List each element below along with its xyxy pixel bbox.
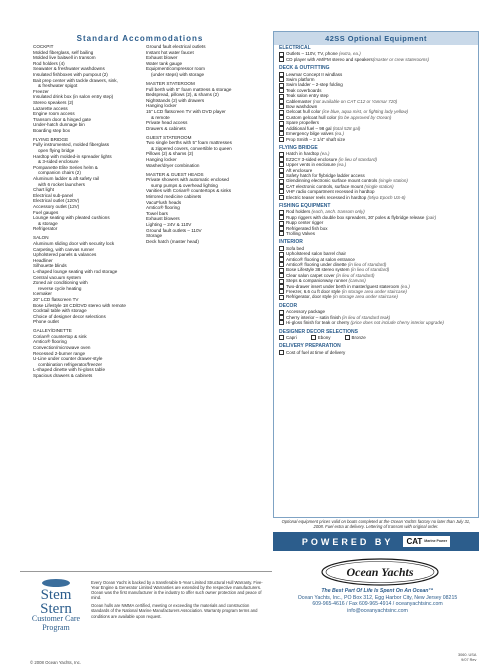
checkbox-icon[interactable] [279,210,284,215]
standard-item: Central vacuum system [33,274,81,280]
cat-brand: CAT [406,537,423,546]
standard-item: Spacious drawers & cabinets [33,373,93,379]
optional-footnote: Optional equipment prices valid on boats completed at the Ocean Yachts factory no later than July 31, 2008. Fuel extra at delivery. Lettering of transom with original order. [281,519,471,529]
option-item-label: Upper vents in enclosure [286,162,338,168]
divider [20,571,272,572]
logo-text: Ocean Yachts [346,565,414,579]
copyright: © 2008 Ocean Yachts, Inc. [30,660,82,665]
cat-logo [403,536,450,547]
option-item-label: Electric teaser reels recessed in hardtop [286,194,368,200]
option-item-note: (total 528 gal) [332,125,361,131]
standard-group [33,235,145,325]
option-item-note: (to be approved by Ocean) [337,114,392,120]
standard-group-heading: MASTER STATEROOM [146,80,195,86]
standard-item: Zoned air conditioning with [33,280,88,286]
checkbox-icon[interactable] [279,320,284,325]
option-item-note: (in lieu of standard) [338,156,377,162]
option-item-note: (extra, ea.) [339,51,361,57]
standard-group [33,328,145,378]
standard-item: Full berth with 5" foam mattress & storage [146,86,232,92]
standard-item: Vanities with Corian® countertops & sinks [146,188,232,194]
standard-item: Pompanette Elite Series helm & [33,164,98,170]
checkbox-icon[interactable] [279,179,284,184]
designer-option [345,335,366,340]
standard-item: Amtico® flooring [146,205,180,211]
standard-item: Boarding step box [33,127,71,133]
standard-column-2 [146,44,258,248]
standard-item: Bose Lifestyle 18 CD/DVD stereo with remote [33,302,126,308]
option-item-label: Custom gelcoat hull color [286,114,338,120]
standard-item: Amtico® flooring [33,339,67,345]
option-item-label: Aft enclosure [286,167,313,173]
option-item-note: (in lieu of standard) [336,272,375,278]
designer-option-label: Capri [286,334,297,340]
standard-item: Chart light [33,187,54,193]
checkbox-icon[interactable] [279,195,284,200]
option-item-label: Amtico® flooring at salon entrance [286,256,355,262]
standard-item: combination refrigerator/freezer [38,361,103,367]
checkbox-icon[interactable] [279,137,284,142]
checkbox-icon[interactable] [279,350,284,355]
option-item [279,137,475,142]
standard-item: Aluminum sliding door with security lock [33,240,115,246]
ocean-yachts-logo [320,558,440,586]
standard-item: U-Line under counter drawer-style [33,356,103,362]
option-item-note: (master or crew staterooms) [372,56,430,62]
option-section-heading: ELECTRICAL [279,45,311,51]
standard-item: Exhaust blowers [146,216,180,222]
standard-item: Seawater & freshwater washdowns [33,66,105,72]
option-item-label: Additional fuel – 98 gal [286,125,333,131]
standard-group-heading: MASTER & GUEST HEADS [146,171,204,177]
standard-group-heading: COCKPIT [33,44,54,49]
brand-address: Ocean Yachts, Inc., PO Box 312, Egg Harbor City, New Jersey 08215 [297,594,458,601]
standard-item: Lazarette access [33,105,68,111]
option-item-note: (in lieu of standard) [350,267,390,273]
standard-item: Molded live baitwell in transom [33,55,96,61]
option-item-label: Hi-gloss finish for teak or cherry [286,320,351,326]
standard-item: & zippered covers, convertible to queen [151,145,232,151]
standard-item: Drawers & cabinets [146,125,186,131]
option-item-label: Trolling Valves [286,231,316,236]
option-item-note: (price does not include cherry interior upgrade) [350,320,444,326]
option-item-label: Steps & companionway runner [286,278,349,284]
option-item-label: CAT electronic controls, surface mount [286,183,365,189]
option-item-note: (ice blue, aqua mist, or fighting lady yellow) [322,109,409,115]
option-item-note: (ea.) [337,162,347,168]
standard-item: Choice of designer decor selections [33,313,106,319]
standard-item: Phone outlet [33,319,59,325]
delivery-heading: DELIVERY PREPARATION [279,343,341,350]
standard-item: Water tank gauge [146,60,183,66]
option-item-label: Freezer, 6.6 cu ft door style [286,289,342,295]
standard-item: Electrical outlet (120V) [33,198,80,204]
brand-contact [285,588,470,614]
designer-option [311,335,331,340]
stem-logo-mid: Stern [40,601,72,617]
standard-item: L-shaped lounge seating with rod storage [33,268,118,274]
standard-item: Rod holders (4) [33,60,65,66]
checkbox-icon[interactable] [279,231,284,236]
standard-item: Transom door & hinged gate [33,116,92,122]
standard-item: Towel bars [146,210,168,216]
powered-by-label: POWERED BY [301,536,394,547]
standard-item: Fully instrumented, molded fiberglass [33,142,110,148]
designer-option [279,335,297,340]
option-item-note: (single station) [364,183,394,189]
option-item-note: (Miya Epoch US-6) [367,194,406,200]
standard-column-1 [33,44,145,382]
optional-equipment-title: 42SS Optional Equipment [274,32,478,45]
standard-item: Bait prep center with tackle drawers, sink, [33,77,118,83]
option-section-heading: DECK & OUTFITTING [279,65,330,72]
checkbox-icon[interactable] [279,221,284,226]
checkbox-icon[interactable] [279,52,284,57]
option-item-label: Gelcoat hull color [286,109,323,115]
optional-equipment-list [279,46,475,355]
standard-item: Exhaust blower [146,55,178,61]
checkbox-icon[interactable] [311,335,316,340]
standard-item: Recessed 2-burner range [33,350,86,356]
standard-item: with 6 rocket launchers [38,181,85,187]
checkbox-icon[interactable] [279,57,284,62]
standard-item: Hardtop with molded-in spreader lights [33,153,112,159]
powered-by-banner [273,532,479,551]
option-section-heading: FISHING EQUIPMENT [279,202,331,209]
option-item-note: (not available on CAT C12 or Yanmar 720) [312,98,398,104]
checkbox-icon[interactable] [279,310,284,315]
standard-item: Pillows (2) & shams (2) [146,151,194,157]
option-item [279,294,475,299]
standard-item: Refrigerator [33,226,58,232]
checkbox-icon[interactable] [279,295,284,300]
option-item-label: Sofa bed [286,245,305,251]
cat-sub: Marine Power [424,538,448,543]
document-id [458,653,476,663]
option-item-label: Swim platform [286,77,315,83]
standard-group-heading: FLYING BRIDGE [33,136,69,142]
designer-option-label: Ebony [317,334,331,340]
standard-item: Lighting – 24V & 110V [146,221,192,227]
standard-item: Equipment/compressor room [146,66,205,72]
standard-item: Upholstered panels & valances [33,252,97,258]
standard-item: Hanging locker [146,103,177,109]
option-item-label: Rupp center rigger [286,220,324,226]
standard-item: Ground fault electrical outlets [146,44,206,49]
optional-equipment-box [273,31,479,518]
checkbox-icon[interactable] [345,335,350,340]
standard-group [146,44,258,78]
option-item-label: VHF radio compartment recessed in hardtop [286,189,375,195]
checkbox-icon[interactable] [279,189,284,194]
option-item-label: Clear salon carpet cover [286,272,337,278]
brand-email: info@oceanyachtsinc.com [347,607,408,614]
standard-item: Private head access [146,120,188,126]
option-item-label: Hatch in hardtop [286,151,321,157]
option-item-label: Teak salon entry step [286,93,329,99]
option-item-label: Teak coverboards [286,87,322,93]
standard-item: 15" LCD flatscreen TV with DVD player [146,108,226,114]
standard-item: sump pumps & overhead lighting [151,182,218,188]
option-section-heading: INTERIOR [279,239,303,246]
standard-group-heading: GALLEY/DINETTE [33,328,72,334]
option-item-note: (in lieu of standard teak) [342,314,391,320]
option-item-label: Bose Lifestyle 38 stereo system [286,267,351,273]
option-item-label: Outlets – 110V, TV, phone [286,51,340,57]
standard-item: companion chairs (2) [38,170,81,176]
brand-phones: 609-965-4616 / Fax 609-965-4914 / oceanyachtsinc.com [312,601,443,608]
standard-group [33,137,145,232]
standard-group-heading: SALON [33,235,49,241]
standard-item: & storage [38,220,58,226]
option-item-label: Upholstered salon barrel chair [286,251,347,257]
doc-id-line-2: 9/07 Rev [461,658,477,662]
standard-item: Freezer [33,88,49,94]
standard-item: reverse cycle heating [38,285,82,291]
standard-item: Silhouette blinds [33,263,67,269]
option-item [279,231,475,236]
option-item-label: Amtico® flooring under dinette [286,262,348,268]
standard-item: Insulated fishboxes with pumpout (2) [33,71,108,77]
standard-item: Headliner [33,257,53,263]
checkbox-icon[interactable] [279,94,284,99]
standard-item: Molded fiberglass, self bailing [33,49,94,55]
standard-item: Nightstands (2) with drawers [146,97,205,103]
option-item [279,320,475,325]
warranty-paragraph-1: Every Ocean Yacht is backed by a transferable 5-Year Limited Structural Hull Warranty. Five-Year Engine & Generator Limited Warranties are extended by the respective manufacturers. Ocean was the first manufacturer in the industry to offer such owner protection and peace of mind. [91,580,263,601]
option-item-label: Cablemaster [286,98,313,104]
option-item-note: (ea.) [400,283,410,289]
warranty-paragraph-2: Ocean hulls are NMMA certified, meeting or exceeding the materials and construction standards of the National Marine Manufacturers Association. Warranty program terms and conditions are available upon request. [91,603,258,619]
standard-item: Insulated drink box (in salon entry step) [33,94,114,100]
option-item-note: (each, anch. transom only) [311,209,365,215]
option-item-note: (in storage area under staircase) [332,294,398,300]
option-item-label: Rod holders [286,209,312,215]
doc-id-line-1: 3060. USA [458,653,477,657]
standard-item: Mirrored medicine cabinets [146,194,202,200]
standard-item: Stereo speakers (2) [33,99,74,105]
standard-item: Storage [146,233,163,239]
option-section-heading: DECOR [279,302,298,309]
stem-logo-sub: Customer Care Program [31,615,81,632]
standard-item: Cocktail table with storage [33,308,87,314]
standard-group [146,172,258,245]
option-item-label: Emergency bilge valves [286,131,335,137]
warranty-text [91,580,266,619]
standard-item: Corian® countertop & sink [33,333,87,339]
standard-item: L-shaped dinette with hi-gloss table [33,367,106,373]
option-item-label: Prop Smith – 2 1/4" shaft size [286,136,346,142]
standard-item: Instant hot water faucet [146,49,194,55]
checkbox-icon[interactable] [279,162,284,167]
standard-item: Ground fault outlets – 110V [146,227,202,233]
standard-item: Bedspread, pillows (2), & shams (2) [146,92,219,98]
standard-item: Deck hatch (master head) [146,238,199,244]
checkbox-icon[interactable] [279,121,284,126]
standard-item: open flying bridge [38,148,75,154]
option-item-label: Swim ladder – 2-step folding [286,82,343,88]
option-item-label: Safety hatch for flybridge ladder access [286,172,365,178]
option-item-label: EZ2CY 3-sided enclosure [286,156,339,162]
standard-item: Fuel gauges [33,209,59,215]
standard-item: & 3-sided enclosure [38,159,79,165]
standard-item: 20" LCD flatscreen TV [33,296,79,302]
checkbox-icon[interactable] [279,279,284,284]
checkbox-icon[interactable] [279,152,284,157]
standard-item: Two single berths with 5" foam mattresses [146,140,232,146]
standard-item: Carpeting, with canvas runner [33,246,95,252]
standard-item: Icemaker [33,291,52,297]
brand-tagline: The Best Part Of Life Is Spent On An Ocean™ [321,588,434,594]
option-item-note: (ea.) [320,151,330,157]
option-item-label: Bow washdown [286,104,318,110]
option-item-label: Accessory package [286,309,326,315]
designer-option-label: Bronze [351,334,366,340]
option-item-label: Glendinning electronic surface mount controls [286,178,379,184]
standard-item: & remote [151,114,170,120]
standard-group [33,44,145,134]
standard-item: VacuFlush heads [146,199,182,205]
standard-item: Engine room access [33,111,75,117]
option-item-label: Rupp riggers with double box spreaders, 30' poles & flybridge release [286,214,426,220]
option-item-note: (in storage area under staircase) [341,289,407,295]
option-item-note: (single station) [378,178,408,184]
option-item-label: Spare propellers [286,120,320,126]
standard-item: Under-hatch dunnage bin [33,122,85,128]
standard-group [146,81,258,131]
option-item [279,57,475,62]
delivery-item [279,350,475,355]
standard-item: & freshwater spigot [38,83,78,89]
standard-item: Convection/microwave oven [33,345,91,351]
standard-item: Accessory outlet (12V) [33,204,80,210]
standard-item: Electrical sub-panel [33,192,74,198]
standard-group-heading: GUEST STATEROOM [146,134,192,140]
option-item-label: Refrigerated fish box [286,225,328,231]
option-section-heading: FLYING BRIDGE [279,144,318,151]
option-item-note: (canvas) [348,278,366,284]
option-item-label: Lewmar Concept II windlass [286,71,343,77]
standard-item: Hanging locker [146,157,177,163]
option-item-note: (in lieu of standard) [347,262,387,268]
checkbox-icon[interactable] [279,131,284,136]
checkbox-icon[interactable] [279,252,284,257]
standard-item: (under steps) with storage [151,71,205,77]
checkbox-icon[interactable] [279,335,284,340]
stem-stern-logo [23,577,89,641]
stem-logo-top: Stem [40,587,72,603]
standard-item: Lounge seating with pleated cushions [33,215,110,221]
option-item-label: Two-drawer insert under berth in master/guest stateroom [286,283,401,289]
option-item-label: Cherry interior – satin finish [286,314,343,320]
option-item-note: (pair) [425,214,437,220]
standard-item: Aluminum ladder & aft safety rail [33,176,100,182]
designer-decor-options [279,335,475,340]
standard-item: Private showers with automatic enclosed [146,177,229,183]
standard-accommodations-title: Standard Accommodations [76,34,204,43]
option-item-note: (ea.) [334,131,345,137]
option-item-label: CD player with AM/FM stereo and speakers [286,56,373,62]
designer-decor-heading: DESIGNER DECOR SELECTIONS [279,328,358,335]
option-item-label: Refrigerator, door style [286,294,333,300]
delivery-item-label: Cost of fuel at time of delivery [286,349,346,355]
standard-group [146,135,258,169]
option-item [279,195,475,200]
standard-item: Washer/dryer combination [146,162,200,168]
